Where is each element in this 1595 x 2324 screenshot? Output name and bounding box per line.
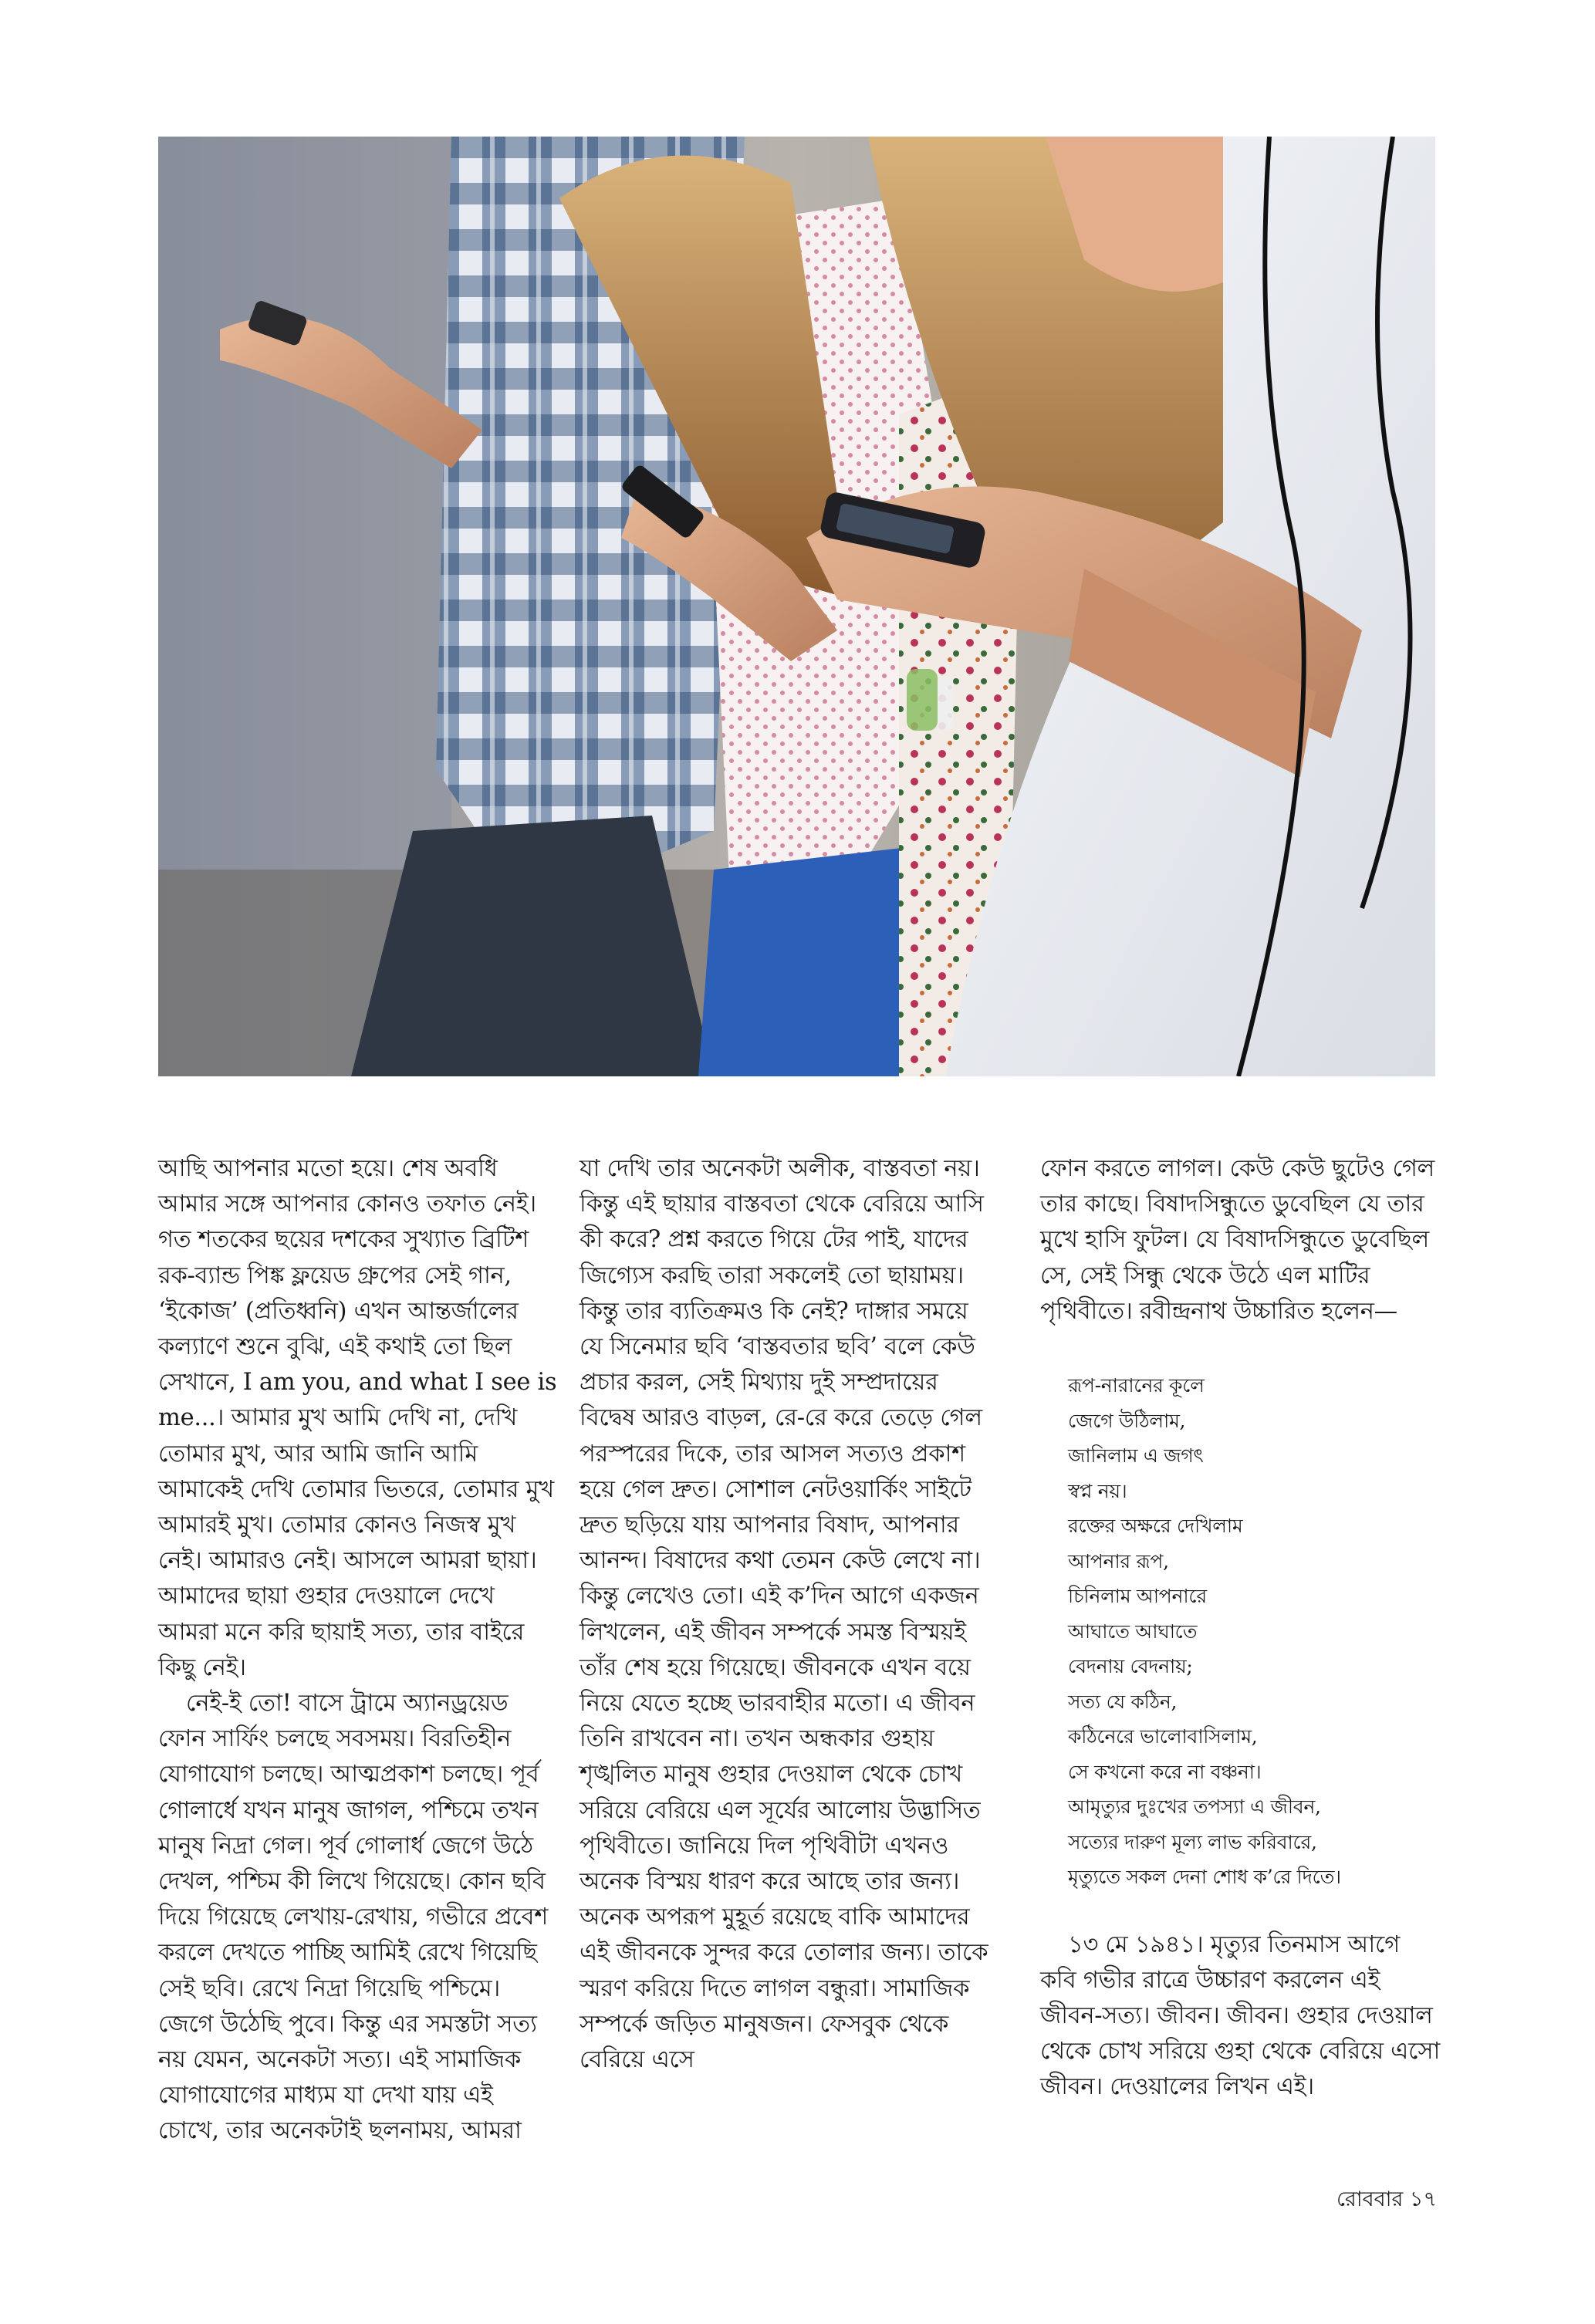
poem-line: বেদনায় বেদনায়; <box>1068 1655 1193 1678</box>
poem-line: স্বপ্ন নয়। <box>1068 1479 1127 1502</box>
tagore-poem <box>1068 1368 1441 1895</box>
poem-line: রূপ-নারানের কূলে <box>1068 1374 1205 1397</box>
page-folio: রোববার ১৭ <box>1336 2187 1437 2211</box>
col3-paragraph-1: ফোন করতে লাগল। কেউ কেউ ছুটেও গেল তার কাছে। বিষাদসিন্ধুতে ডুবেছিল যে তার মুখে হাসি ফুটল। যে বিষাদসিন্ধুতে ডুবেছিল সে, সেই সিন্ধু থেকে উঠে এল মাটির পৃথিবীতে। রবীন্দ্রনাথ উচ্চারিত হলেন— <box>1040 1155 1434 1325</box>
article-column-3 <box>1040 1151 1441 2106</box>
poem-line: কঠিনেরে ভালোবাসিলাম, <box>1068 1725 1258 1748</box>
col3-paragraph-2: ১৩ মে ১৯৪১। মৃত্যুর তিনমাস আগে কবি গভীর রাত্রে উচ্চারণ করলেন এই জীবন-সত্য। জীবন। জীবন। গুহার দেওয়াল থেকে চোখ সরিয়ে গুহা থেকে বেরিয়ে এসো জীবন। দেওয়ালের লিখন এই। <box>1040 1930 1441 2101</box>
poem-line: রক্তের অক্ষরে দেখিলাম <box>1068 1515 1243 1538</box>
hero-photo <box>158 137 1435 1076</box>
teenagers-using-smartphones-photo <box>158 137 1435 1076</box>
poem-line: আঘাতে আঘাতে <box>1068 1620 1198 1643</box>
poem-line: সে কখনো করে না বঞ্চনা। <box>1068 1760 1262 1783</box>
poem-line: সত্য যে কঠিন, <box>1068 1690 1178 1713</box>
poem-line: মৃত্যুতে সকল দেনা শোধ ক’রে দিতে। <box>1068 1866 1341 1889</box>
col1-paragraph-1: আছি আপনার মতো হয়ে। শেষ অবধি আমার সঙ্গে আপনার কোনও তফাত নেই। গত শতকের ছয়ের দশকের সুখ্যাত ব্রিটিশ রক-ব্যান্ড পিঙ্ক ফ্লয়েড গ্রুপের সেই গান, ‘ইকোজ’ (প্রতিধ্বনি) এখন আন্তর্জালের কল্যাণে শুনে বুঝি, এই কথাই তো ছিল সেখানে, I am you, and what I see is me...। আমার মুখ আমি দেখি না, দেখি তোমার মুখ, আর আমি জানি আমি আমাকেই দেখি তোমার ভিতরে, তোমার মুখ আমারই মুখ। তোমার কোনও নিজস্ব মুখ নেই। আমারও নেই। আসলে আমরা ছায়া। আমাদের ছায়া গুহার দেওয়ালে দেখে আমরা মনে করি ছায়াই সত্য, তার বাইরে কিছু নেই। <box>158 1155 557 1681</box>
poem-line: চিনিলাম আপনারে <box>1068 1585 1207 1608</box>
poem-line: আমৃত্যুর দুঃখের তপস্যা এ জীবন, <box>1068 1795 1321 1819</box>
poem-line: আপনার রূপ, <box>1068 1549 1169 1572</box>
poem-line: জেগে উঠিলাম, <box>1068 1409 1186 1432</box>
col1-paragraph-2: নেই-ই তো! বাসে ট্রামে অ্যানড্রয়েড ফোন সার্ফিং চলছে সবসময়। বিরতিহীন যোগাযোগ চলছে। আত্মপ্রকাশ চলছে। পূর্ব গোলার্ধে যখন মানুষ জাগল, পশ্চিমে তখন মানুষ নিদ্রা গেল। পূর্ব গোলার্ধ জেগে উঠে দেখল, পশ্চিম কী লিখে গিয়েছে। কোন ছবি দিয়ে গিয়েছে লেখায়-রেখায়, গভীরে প্রবেশ করলে দেখতে পাচ্ছি আমিই রেখে গিয়েছি সেই ছবি। রেখে নিদ্রা গিয়েছি পশ্চিমে। জেগে উঠেছি পুবে। কিন্তু এর সমস্তটা সত্য নয় যেমন, অনেকটা সত্য। এই সামাজিক যোগাযোগের মাধ্যম যা দেখা যায় এই চোখে, তার অনেকটাই ছলনাময়, আমরা <box>158 1690 548 2145</box>
poem-line: জানিলাম এ জগৎ <box>1068 1444 1204 1468</box>
col2-paragraph-1: যা দেখি তার অনেকটা অলীক, বাস্তবতা নয়। কিন্তু এই ছায়ার বাস্তবতা থেকে বেরিয়ে আসি কী করে? প্রশ্ন করতে গিয়ে টের পাই, যাদের জিগ্যেস করছি তারা সকলেই তো ছায়াময়। কিন্তু তার ব্যতিক্রমও কি নেই? দাঙ্গার সময়ে যে সিনেমার ছবি ‘বাস্তবতার ছবি’ বলে কেউ প্রচার করল, সেই মিথ্যায় দুই সম্প্রদায়ের বিদ্বেষ আরও বাড়ল, রে-রে করে তেড়ে গেল পরস্পরের দিকে, তার আসল সত্যও প্রকাশ হয়ে গেল দ্রুত। সোশাল নেটওয়ার্কিং সাইটে দ্রুত ছড়িয়ে যায় আপনার বিষাদ, আপনার আনন্দ। বিষাদের কথা তেমন কেউ লেখে না। কিন্তু লেখেও তো। এই ক’দিন আগে একজন লিখলেন, এই জীবন সম্পর্কে সমস্ত বিস্ময়ই তাঁর শেষ হয়ে গিয়েছে। জীবনকে এখন বয়ে নিয়ে যেতে হচ্ছে ভারবাহীর মতো। এ জীবন তিনি রাখবেন না। তখন অন্ধকার গুহায় শৃঙ্খলিত মানুষ গুহার দেওয়াল থেকে চোখ সরিয়ে বেরিয়ে এল সূর্যের আলোয় উদ্ভাসিত পৃথিবীতে। জানিয়ে দিল পৃথিবীটা এখনও অনেক বিস্ময় ধারণ করে আছে তার জন্য। অনেক অপরূপ মুহূর্ত রয়েছে বাকি আমাদের এই জীবনকে সুন্দর করে তোলার জন্য। তাকে স্মরণ করিয়ে দিতে লাগল বন্ধুরা। সামাজিক সম্পর্কে জড়িত মানুষজন। ফেসবুক থেকে বেরিয়ে এসে <box>580 1155 988 2074</box>
article-column-2 <box>580 1151 998 2078</box>
article-column-1 <box>158 1151 559 2150</box>
poem-line: সত্যের দারুণ মূল্য লাভ করিবারে, <box>1068 1830 1317 1853</box>
